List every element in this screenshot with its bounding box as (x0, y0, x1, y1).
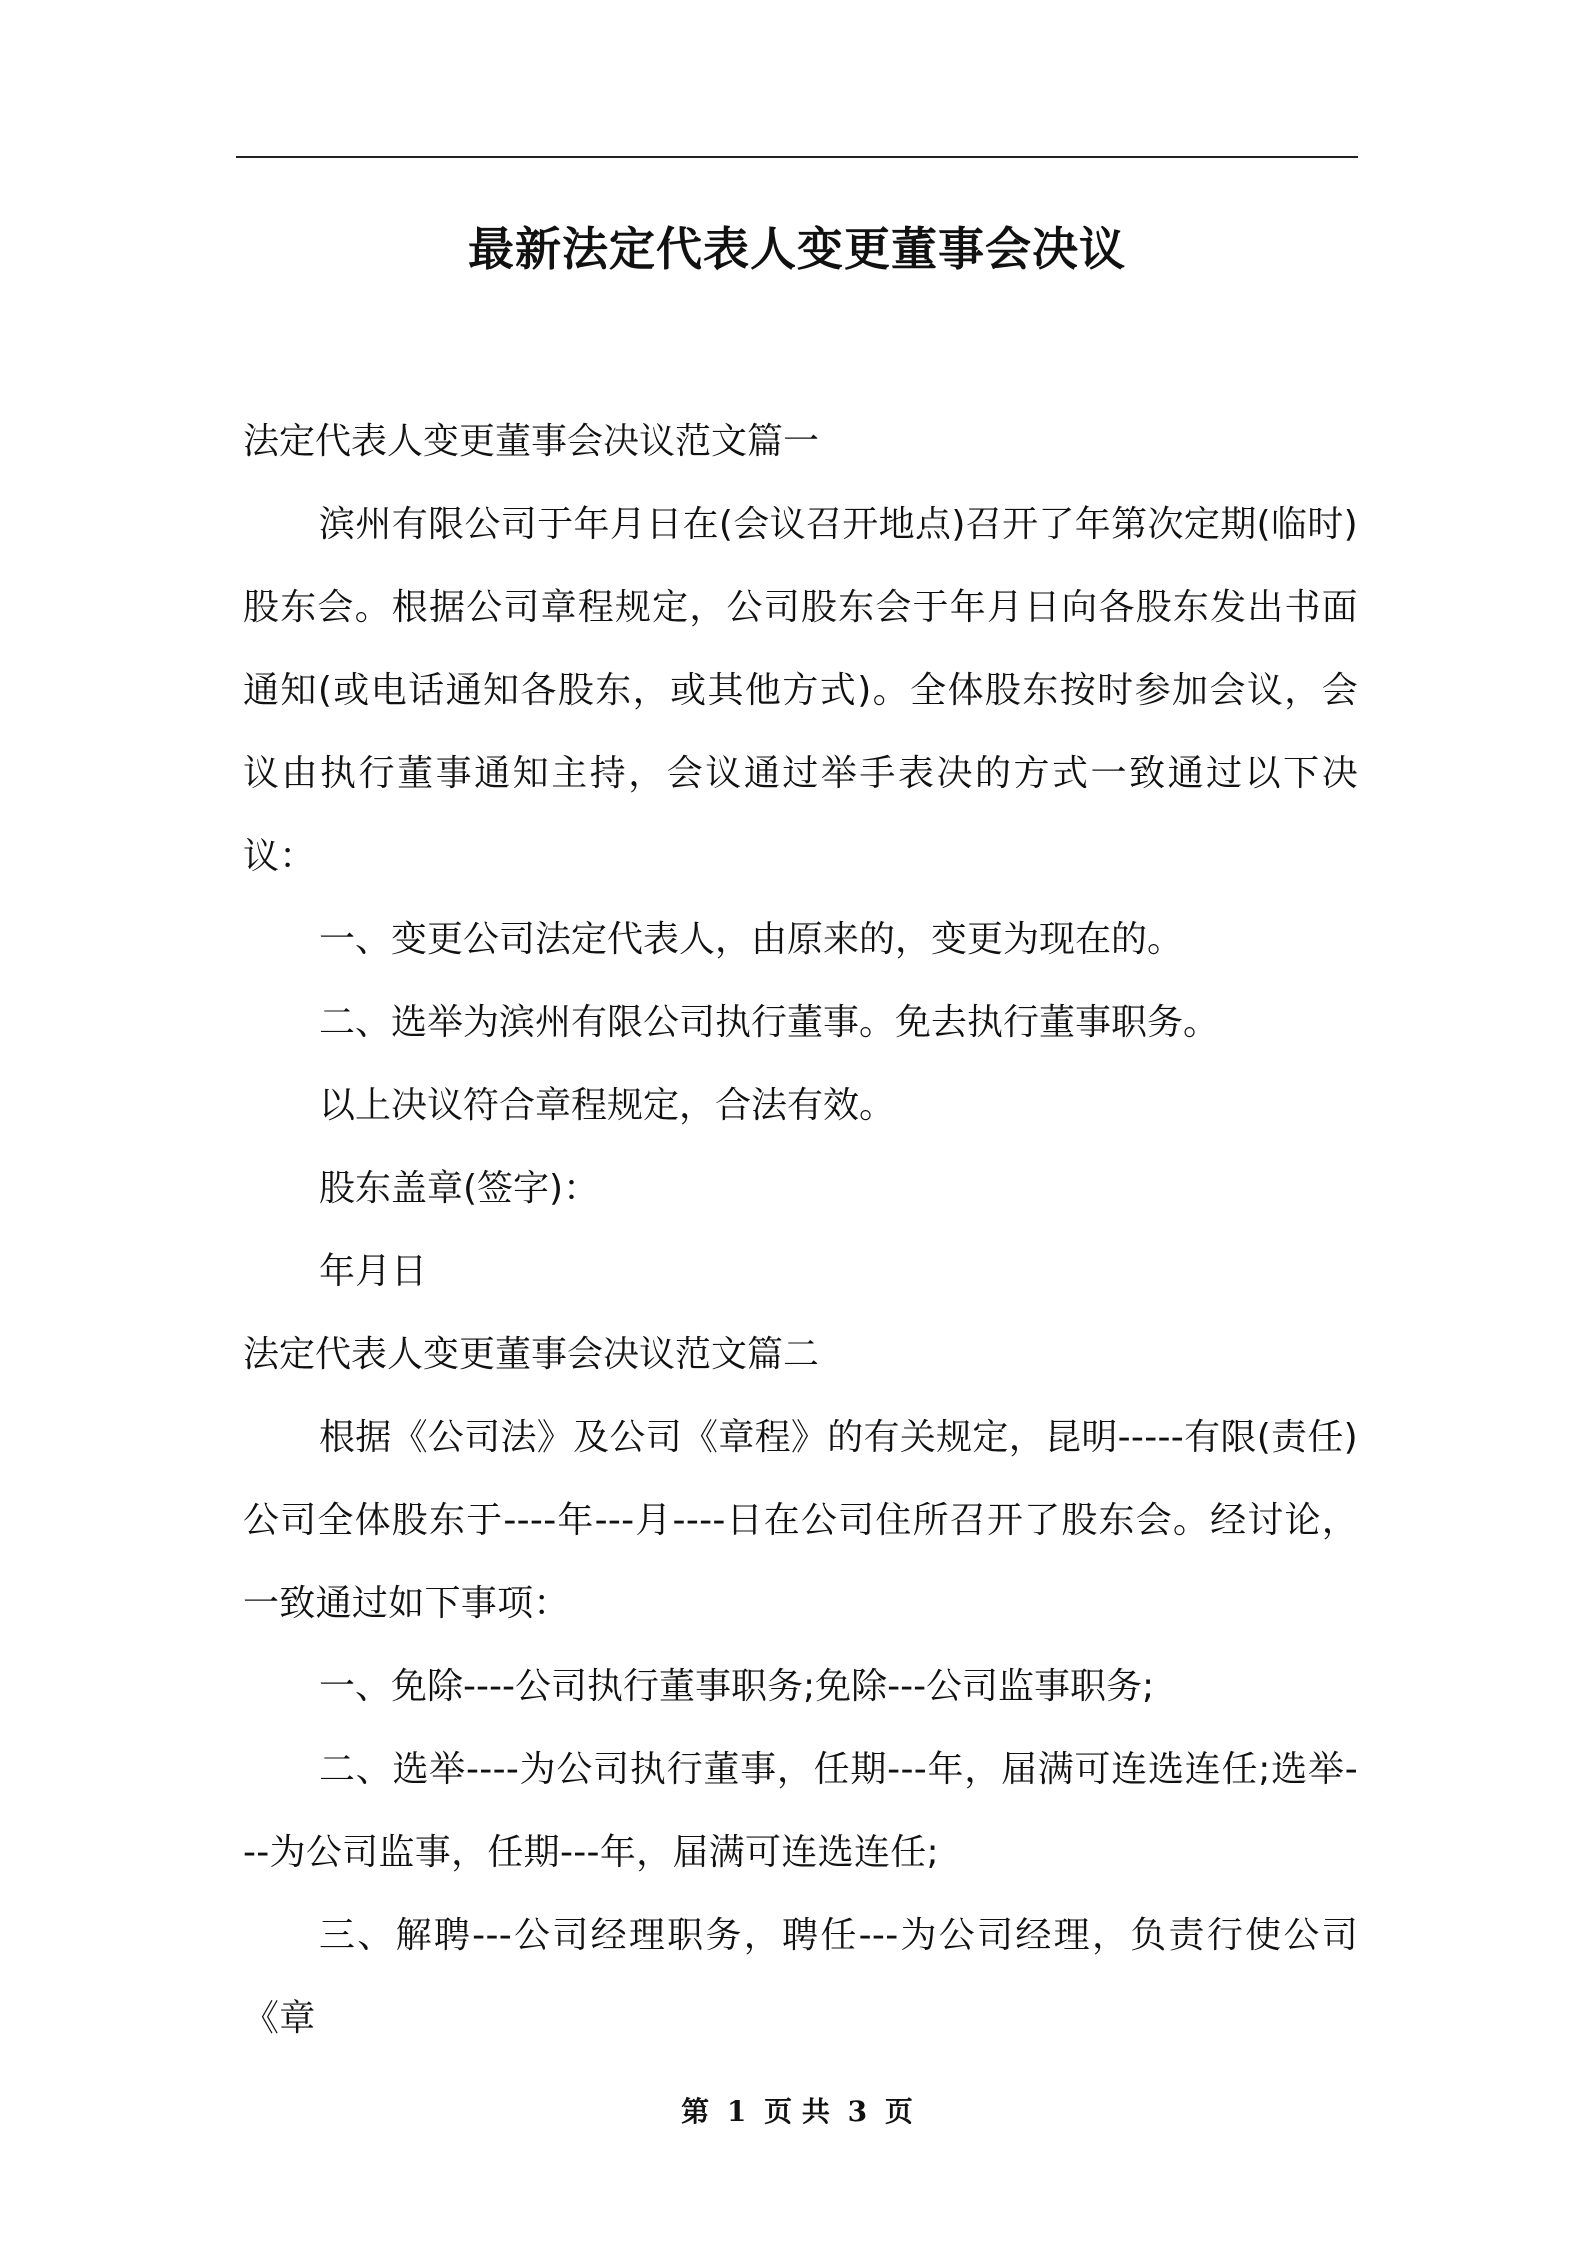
section1-item1: 一、变更公司法定代表人，由原来的，变更为现在的。 (319, 919, 1184, 960)
page-number (236, 2092, 1358, 2132)
section1-intro: 滨州有限公司于年月日在(会议召开地点)召开了年第次定期(临时)股东会。根据公司章程规定，公司股东会于年月日向各股东发出书面通知(或电话通知各股东，或其他方式)。全体股东按时参加会议，会议由执行董事通知主持，会议通过举手表决的方式一致通过以下决议： (243, 504, 1358, 877)
section2-item1: 一、免除----公司执行董事职务;免除---公司监事职务; (319, 1666, 1155, 1707)
page-number-suffix: 页 (884, 2095, 913, 2128)
section2-item2: 二、选举----为公司执行董事，任期---年，届满可连选连任;选举---为公司监事，任期---年，届满可连选连任; (243, 1749, 1358, 1873)
page-number-total: 3 (847, 2095, 868, 2128)
document-body (243, 400, 1358, 2060)
section1-signature: 股东盖章(签字)： (319, 1168, 600, 1209)
header-rule (236, 156, 1358, 158)
section2-intro: 根据《公司法》及公司《章程》的有关规定，昆明-----有限(责任)公司全体股东于----年---月----日在公司住所召开了股东会。经讨论，一致通过如下事项： (243, 1417, 1358, 1624)
section1-item2: 二、选举为滨州有限公司执行董事。免去执行董事职务。 (319, 1002, 1220, 1043)
document-title: 最新法定代表人变更董事会决议 (468, 222, 1126, 276)
page-number-current: 1 (726, 2095, 747, 2128)
section1-conclusion: 以上决议符合章程规定，合法有效。 (319, 1085, 896, 1126)
page-number-prefix: 第 (681, 2095, 710, 2128)
section2-heading: 法定代表人变更董事会决议范文篇二 (243, 1334, 820, 1375)
section2-item3: 三、解聘---公司经理职务，聘任---为公司经理，负责行使公司《章 (243, 1915, 1358, 2039)
section1-date: 年月日 (319, 1251, 428, 1292)
page-number-middle: 页 共 (764, 2095, 830, 2128)
section1-heading: 法定代表人变更董事会决议范文篇一 (243, 421, 820, 462)
